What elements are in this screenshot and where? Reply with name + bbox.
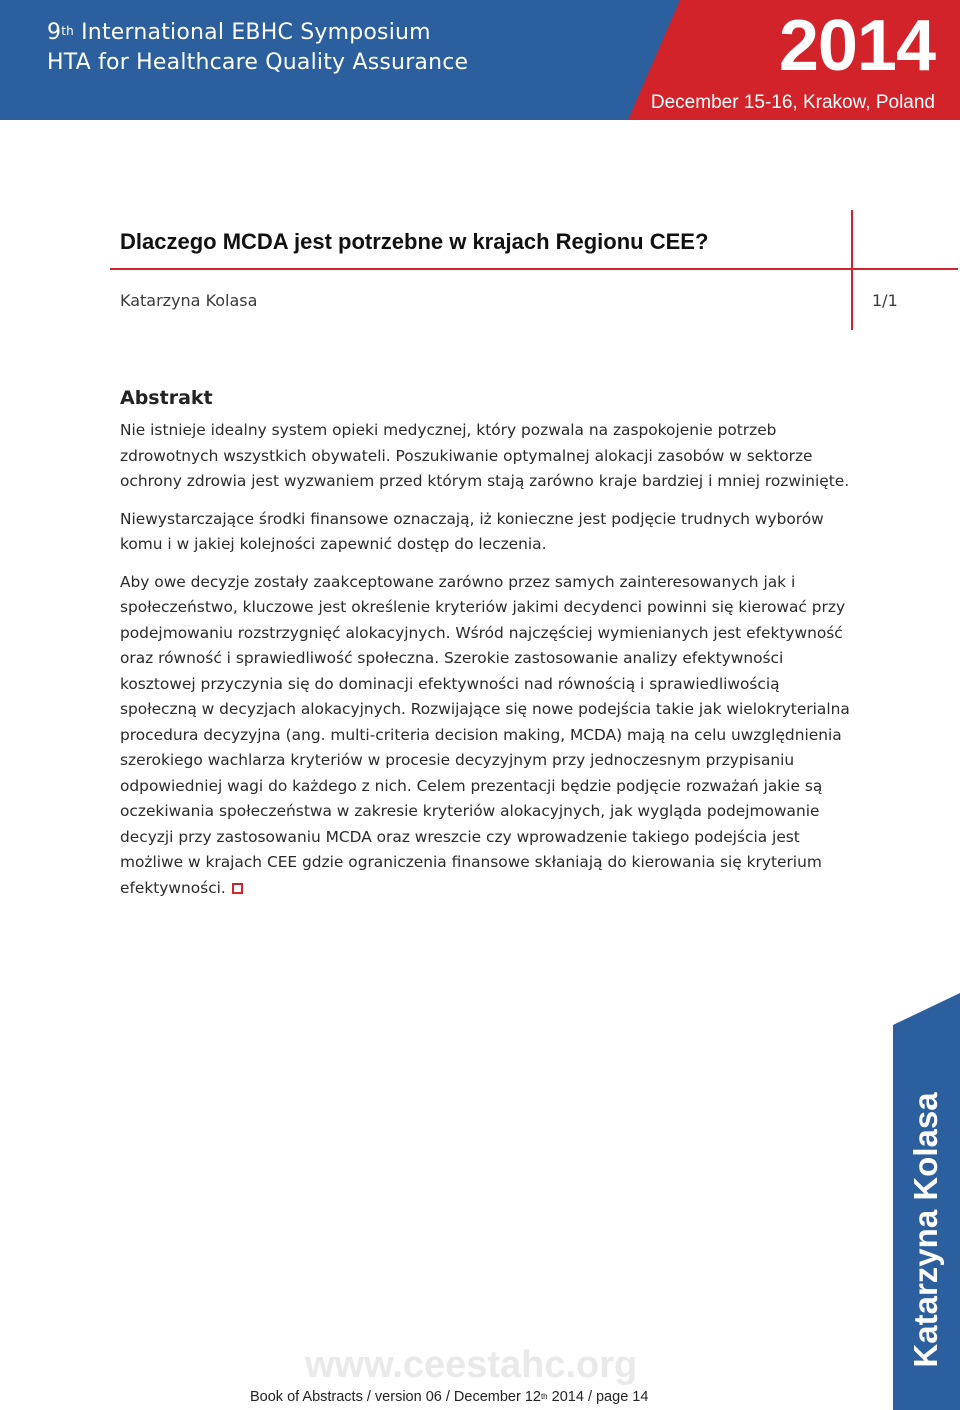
side-author-name: Katarzyna Kolasa: [907, 1092, 944, 1368]
abstract-paragraph-text: Aby owe decyzje zostały zaakceptowane zarówno przez samych zainteresowanych jak i społeczeństwo, kluczowe jest określenie kryteriów jakimi decydenci powinni się kierować przy podejmowaniu rozstrzygnięć alokacyjnych. Wśród najczęściej wymienianych jest efektywność oraz równość i sprawiedliwość społeczna. Szerokie zastosowanie analizy efektywności kosztowej przyczynia się do dominacji efektywności nad równością i sprawiedliwością społeczną w decyzjach alokacyjnych. Rozwijające się nowe podejścia takie jak wielokryterialna procedura decyzyjna (ang. multi-criteria decision making, MCDA) mają na celu uwzględnienia szerokiego wachlarza kryteriów w procesie decyzyjnym przy jednoczesnym przypisaniu odpowiedniej wagi do każdego z nich. Celem prezentacji będzie podjęcie rozważań jakie są oczekiwania społeczeństwa w zakresie kryteriów alokacyjnych, jak wygląda podejmowanie decyzji przy zastosowaniu MCDA oraz wreszcie czy wprowadzenie takiego podejścia jest możliwe w krajach CEE gdzie ograniczenia finansowe skłaniają do kierowania się kryterium efektywności.: [120, 572, 850, 897]
abstract-title: Dlaczego MCDA jest potrzebne w krajach Regionu CEE?: [120, 229, 709, 254]
symposium-ordinal: th: [61, 24, 74, 38]
abstract-paragraph-last: [120, 570, 850, 902]
abstract-paragraph: Niewystarczające środki finansowe oznaczają, iż konieczne jest podjęcie trudnych wyborów komu i w jakiej kolejności zapewnić dostęp do leczenia.: [120, 509, 824, 553]
symposium-name: International EBHC Symposium: [73, 20, 431, 45]
abstract-heading: Abstrakt: [120, 387, 213, 409]
book-reference-page: 2014 / page 14: [547, 1389, 649, 1405]
event-year: 2014: [778, 6, 935, 86]
symposium-subtitle: HTA for Healthcare Quality Assurance: [47, 50, 469, 75]
book-reference-ordinal: th: [540, 1392, 548, 1401]
page-count: 1/1: [872, 291, 898, 310]
author-name: Katarzyna Kolasa: [120, 291, 258, 310]
book-reference: [250, 1388, 648, 1406]
symposium-title: [47, 18, 468, 78]
title-divider-vertical: [851, 210, 853, 330]
book-reference-text: Book of Abstracts / version 06 / December 12: [250, 1389, 541, 1405]
event-date: December 15-16, Krakow, Poland: [650, 92, 935, 113]
website-watermark: www.ceestahc.org: [305, 1344, 638, 1386]
symposium-number: 9: [47, 20, 62, 45]
title-divider-horizontal: [110, 268, 958, 270]
abstract-paragraph: Nie istnieje idealny system opieki medycznej, który pozwala na zaspokojenie potrzeb zdrowotnych wszystkich obywateli. Poszukiwanie optymalnej alokacji zasobów w sektorze ochrony zdrowia jest wyzwaniem przed którym stają zarówno kraje bardziej i mniej rozwinięte.: [120, 421, 850, 490]
abstract-body: [120, 418, 850, 901]
square-outline-icon: [232, 883, 243, 894]
